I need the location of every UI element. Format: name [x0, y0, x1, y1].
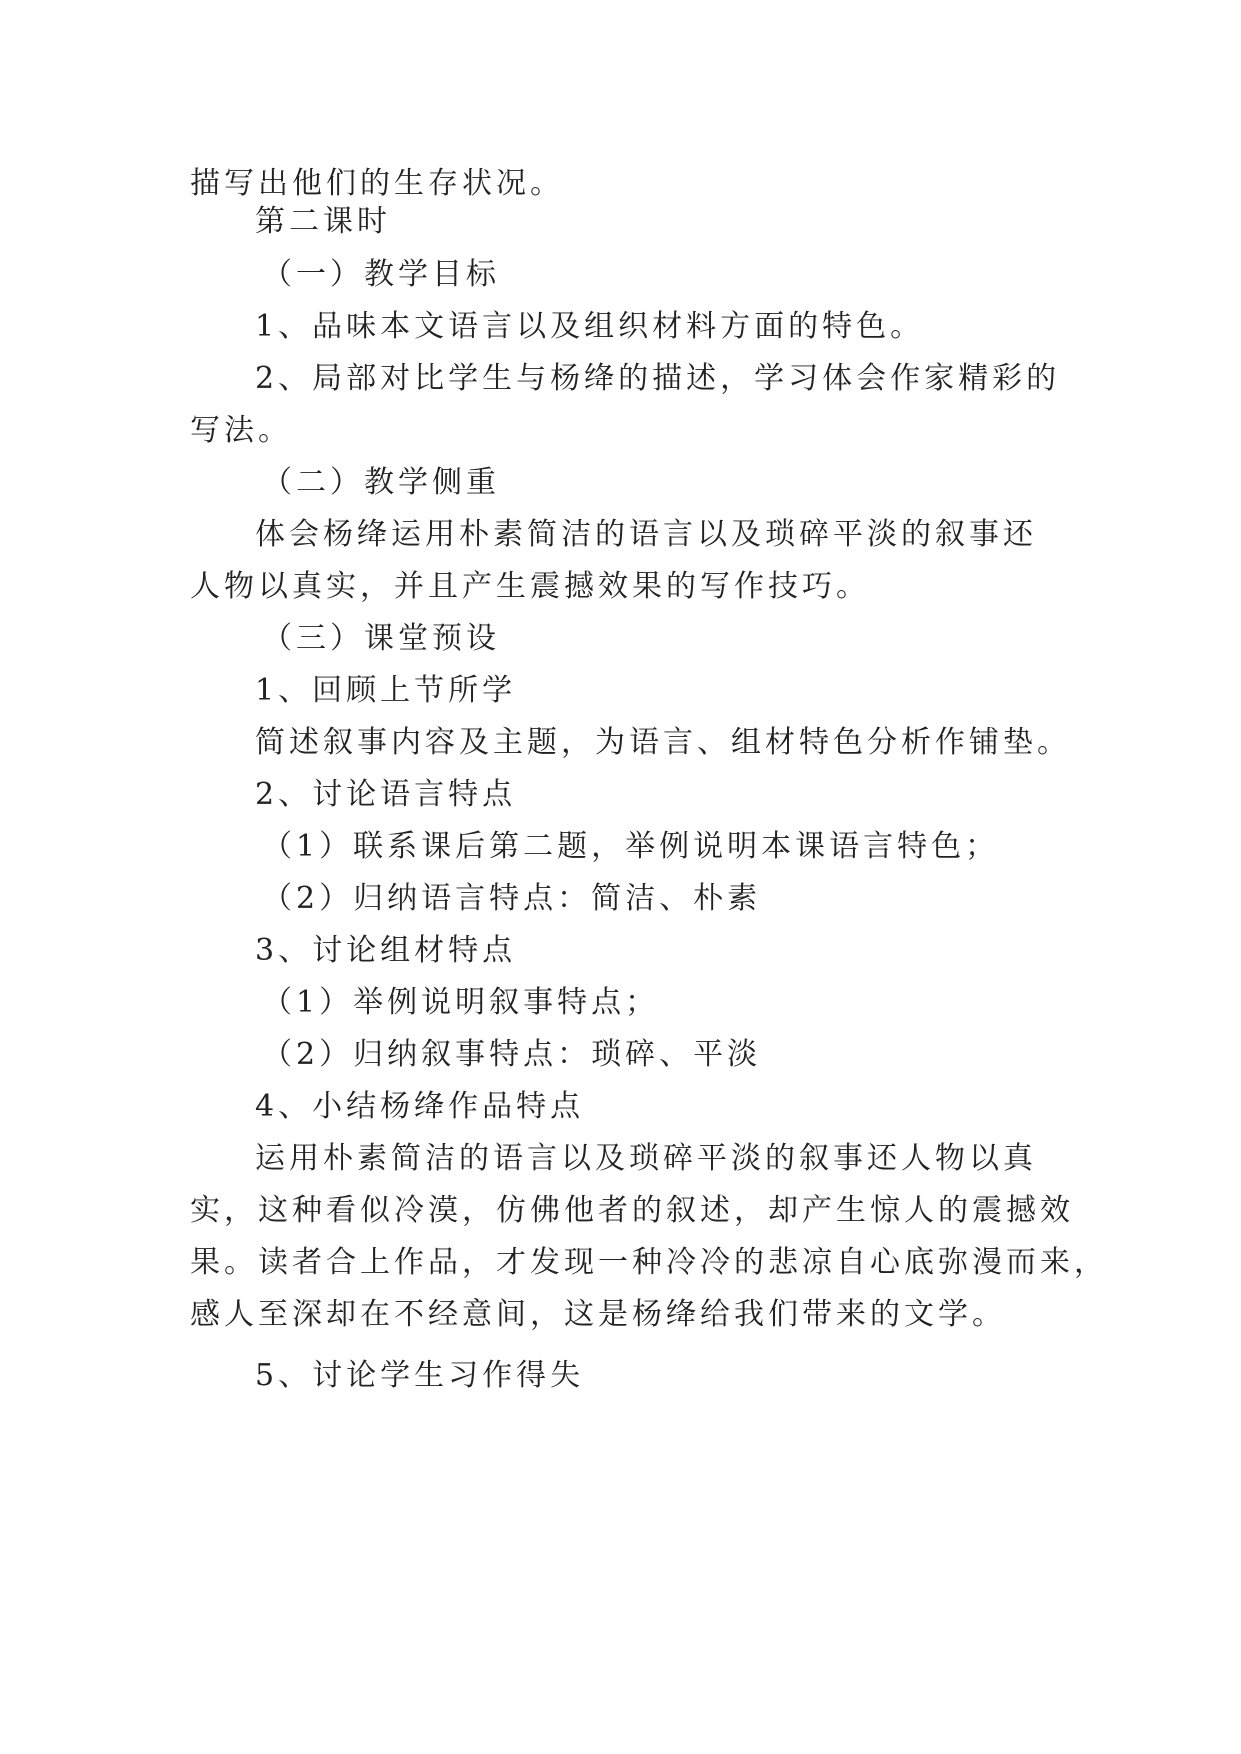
section-heading: （二）教学侧重 [262, 465, 500, 500]
list-item: 4、小结杨绛作品特点 [255, 1089, 585, 1124]
sub-list-item: （1）联系课后第二题，举例说明本课语言特色； [262, 829, 1000, 864]
list-item: 3、讨论组材特点 [255, 933, 517, 968]
paragraph-line: 实，这种看似冷漠，仿佛他者的叙述，却产生惊人的震撼效 [190, 1193, 1074, 1228]
lesson-heading: 第二课时 [255, 204, 391, 239]
list-item: 1、品味本文语言以及组织材料方面的特色。 [255, 309, 925, 344]
sub-list-item: （1）举例说明叙事特点； [262, 985, 660, 1020]
list-item: 2、局部对比学生与杨绛的描述，学习体会作家精彩的 [255, 361, 1061, 396]
paragraph-line: 简述叙事内容及主题，为语言、组材特色分析作铺垫。 [255, 725, 1071, 760]
list-item: 2、讨论语言特点 [255, 777, 517, 812]
paragraph-line: 体会杨绛运用朴素简洁的语言以及琐碎平淡的叙事还 [255, 517, 1037, 552]
list-item: 1、回顾上节所学 [255, 673, 517, 708]
section-heading: （三）课堂预设 [262, 621, 500, 656]
paragraph-line: 人物以真实，并且产生震撼效果的写作技巧。 [190, 569, 870, 604]
paragraph-line: 运用朴素简洁的语言以及琐碎平淡的叙事还人物以真 [255, 1141, 1037, 1176]
section-heading: （一）教学目标 [262, 257, 500, 292]
paragraph-line: 感人至深却在不经意间，这是杨绛给我们带来的文学。 [190, 1297, 1006, 1332]
paragraph-line: 果。读者合上作品，才发现一种冷冷的悲凉自心底弥漫而来， [190, 1245, 1108, 1280]
sub-list-item: （2）归纳语言特点：简洁、朴素 [262, 881, 762, 916]
list-item: 5、讨论学生习作得失 [255, 1358, 585, 1393]
sub-list-item: （2）归纳叙事特点：琐碎、平淡 [262, 1037, 762, 1072]
paragraph-line: 写法。 [190, 413, 292, 448]
paragraph-line: 描写出他们的生存状况。 [190, 166, 564, 201]
